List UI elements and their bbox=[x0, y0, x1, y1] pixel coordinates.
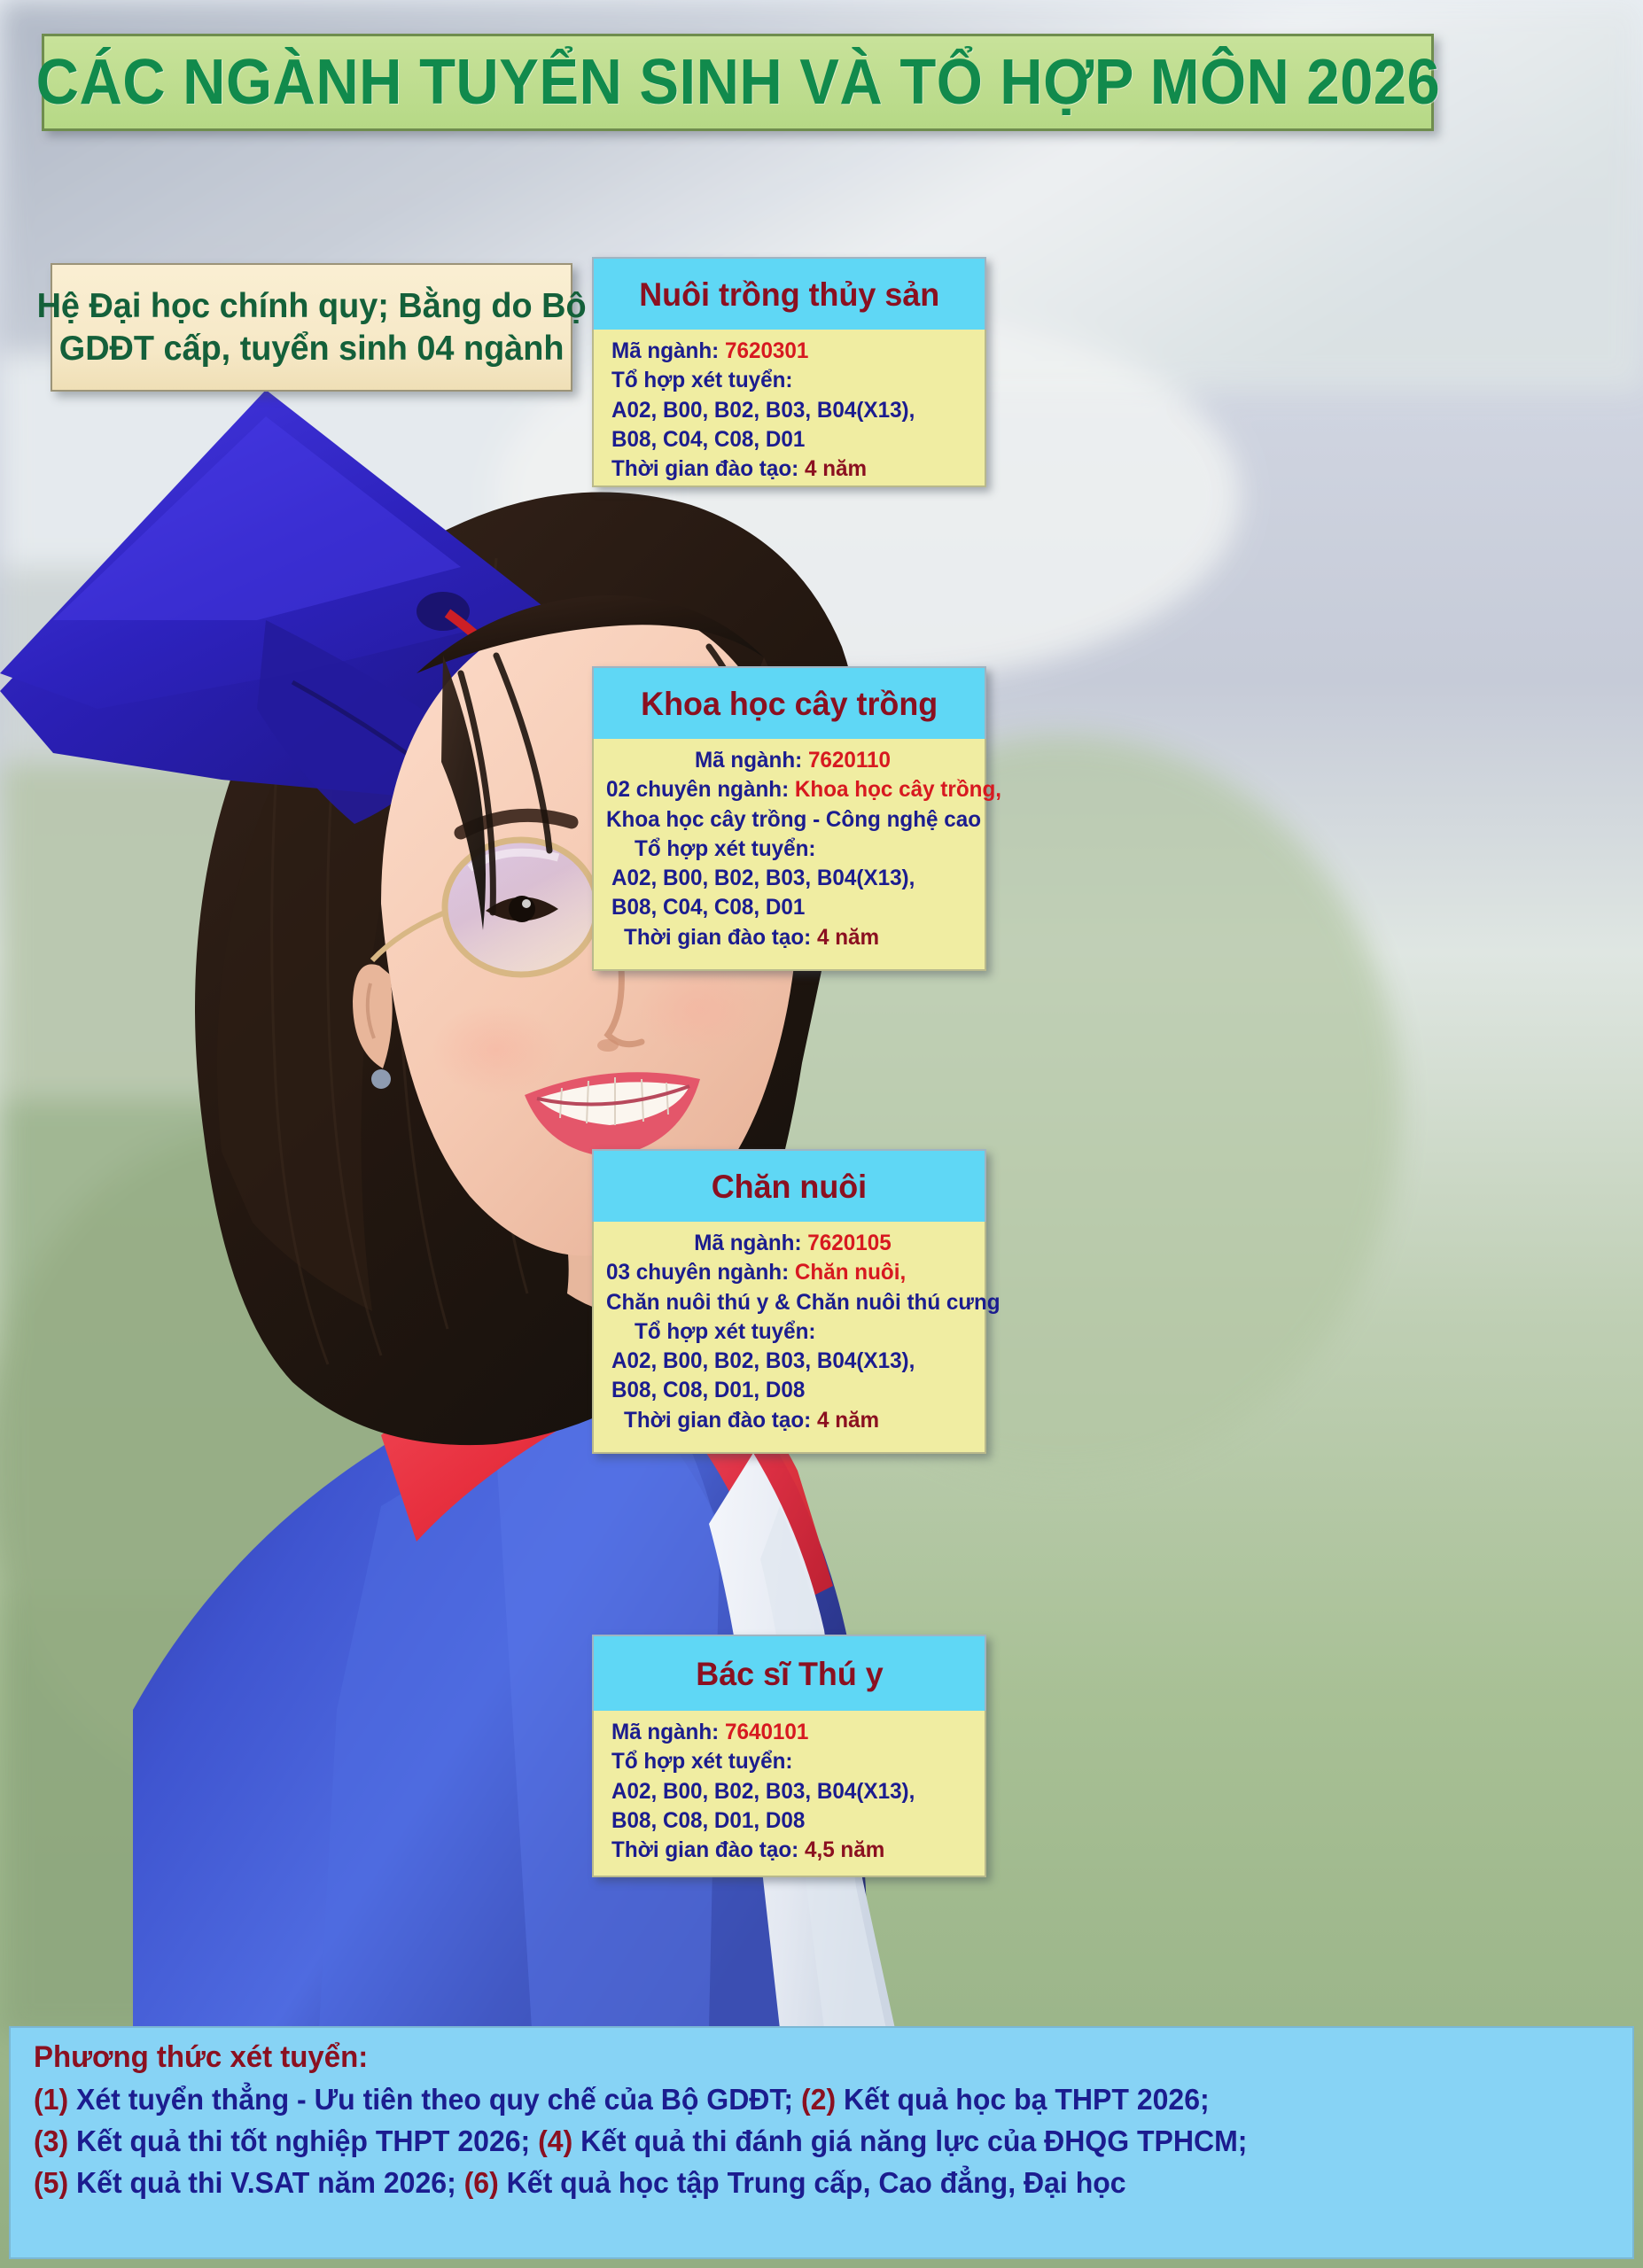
card-header bbox=[592, 1149, 986, 1222]
combo-line-1: A02, B00, B02, B03, B04(X13), bbox=[611, 397, 915, 423]
combo-line-1: A02, B00, B02, B03, B04(X13), bbox=[611, 1348, 915, 1373]
specialization-value-2: Chăn nuôi thú y & Chăn nuôi thú cưng bbox=[606, 1289, 1001, 1315]
card-title: Bác sĩ Thú y bbox=[695, 1655, 884, 1692]
method-text-2: Kết quả học bạ THPT 2026; bbox=[836, 2083, 1210, 2117]
code-label: Mã ngành: bbox=[611, 338, 725, 363]
poster-title-banner bbox=[35, 34, 1440, 131]
duration-label: Thời gian đào tạo: bbox=[624, 924, 817, 950]
card-title: Khoa học cây trồng bbox=[640, 685, 938, 722]
combo-line-2: B08, C04, C08, D01 bbox=[611, 895, 806, 920]
specialization-value-2: Khoa học cây trồng - Công nghệ cao bbox=[606, 806, 982, 832]
code-row bbox=[617, 746, 969, 775]
footer-line-1 bbox=[34, 2078, 1569, 2120]
method-marker-2: (2) bbox=[800, 2083, 837, 2117]
duration-label: Thời gian đào tạo: bbox=[624, 1407, 817, 1433]
specialization-label: 02 chuyên ngành: bbox=[606, 777, 795, 803]
card-title: Chăn nuôi bbox=[711, 1168, 868, 1205]
combo-line-2: B08, C08, D01, D08 bbox=[611, 1807, 806, 1833]
code-value: 7620110 bbox=[807, 748, 892, 773]
duration-value: 4,5 năm bbox=[804, 1837, 885, 1862]
method-text-6: Kết quả học tập Trung cấp, Cao đẳng, Đại học bbox=[498, 2166, 1126, 2200]
card-title: Nuôi trồng thủy sản bbox=[639, 276, 939, 313]
code-label: Mã ngành: bbox=[611, 1720, 725, 1744]
program-card-aquaculture[interactable] bbox=[592, 257, 986, 487]
duration-value: 4 năm bbox=[816, 924, 880, 950]
card-header bbox=[592, 1635, 986, 1711]
program-card-crop-science[interactable] bbox=[592, 666, 1002, 971]
code-label: Mã ngành: bbox=[694, 1231, 808, 1255]
combo-label: Tổ hợp xét tuyển: bbox=[635, 1318, 816, 1344]
code-row bbox=[611, 1718, 963, 1747]
combo-label: Tổ hợp xét tuyển: bbox=[611, 1749, 793, 1775]
subtitle-box bbox=[36, 263, 587, 392]
program-card-veterinary[interactable] bbox=[592, 1635, 986, 1877]
specialization-value-1: Chăn nuôi, bbox=[794, 1260, 907, 1285]
page-title: CÁC NGÀNH TUYỂN SINH VÀ TỔ HỢP MÔN 2026 bbox=[35, 47, 1440, 118]
method-text-1: Xét tuyển thẳng - Ưu tiên theo quy chế của Bộ GDĐT; bbox=[68, 2083, 801, 2117]
card-header bbox=[592, 257, 986, 330]
combo-line-1: A02, B00, B02, B03, B04(X13), bbox=[611, 1778, 915, 1804]
method-marker-1: (1) bbox=[34, 2083, 69, 2117]
method-text-3: Kết quả thi tốt nghiệp THPT 2026; bbox=[68, 2124, 539, 2158]
footer-line-2 bbox=[34, 2120, 1569, 2162]
duration-value: 4 năm bbox=[804, 456, 868, 481]
subtitle-line-2: GDĐT cấp, tuyển sinh 04 ngành bbox=[58, 329, 565, 368]
card-body bbox=[592, 1222, 1001, 1454]
combo-label: Tổ hợp xét tuyển: bbox=[635, 835, 816, 861]
combo-line-2: B08, C04, C08, D01 bbox=[611, 426, 806, 452]
specialization-label: 03 chuyên ngành: bbox=[606, 1260, 795, 1285]
combo-label: Tổ hợp xét tuyển: bbox=[611, 368, 793, 393]
code-row bbox=[617, 1229, 969, 1258]
duration-label: Thời gian đào tạo: bbox=[611, 1837, 805, 1862]
method-marker-3: (3) bbox=[34, 2124, 69, 2158]
duration-row bbox=[624, 1406, 963, 1435]
duration-label: Thời gian đào tạo: bbox=[611, 456, 805, 481]
combo-line-1: A02, B00, B02, B03, B04(X13), bbox=[611, 866, 915, 890]
method-text-4: Kết quả thi đánh giá năng lực của ĐHQG TPHCM; bbox=[572, 2124, 1248, 2158]
method-marker-5: (5) bbox=[34, 2166, 69, 2200]
method-text-5: Kết quả thi V.SAT năm 2026; bbox=[68, 2166, 464, 2200]
code-label: Mã ngành: bbox=[694, 748, 808, 773]
duration-row bbox=[624, 923, 963, 952]
duration-row bbox=[611, 454, 963, 484]
card-body bbox=[592, 739, 1002, 971]
code-value: 7640101 bbox=[724, 1720, 809, 1744]
specialization-row bbox=[606, 1258, 963, 1287]
method-marker-6: (6) bbox=[463, 2166, 499, 2200]
admission-methods-footer bbox=[9, 2026, 1634, 2259]
footer-heading: Phương thức xét tuyển: bbox=[34, 2040, 369, 2074]
duration-row bbox=[611, 1836, 963, 1865]
duration-value: 4 năm bbox=[816, 1407, 880, 1433]
footer-line-3 bbox=[34, 2162, 1569, 2203]
program-card-animal-husbandry[interactable] bbox=[592, 1149, 1001, 1454]
specialization-value-1: Khoa học cây trồng, bbox=[794, 777, 1002, 803]
method-marker-4: (4) bbox=[538, 2124, 573, 2158]
code-value: 7620301 bbox=[724, 338, 809, 363]
card-body bbox=[592, 330, 986, 487]
card-header bbox=[592, 666, 986, 739]
subtitle-line-1: Hệ Đại học chính quy; Bằng do Bộ bbox=[36, 286, 587, 325]
code-row bbox=[611, 337, 963, 366]
card-body bbox=[592, 1711, 986, 1877]
specialization-row bbox=[606, 775, 1002, 804]
combo-line-2: B08, C08, D01, D08 bbox=[611, 1378, 806, 1403]
code-value: 7620105 bbox=[807, 1231, 892, 1255]
